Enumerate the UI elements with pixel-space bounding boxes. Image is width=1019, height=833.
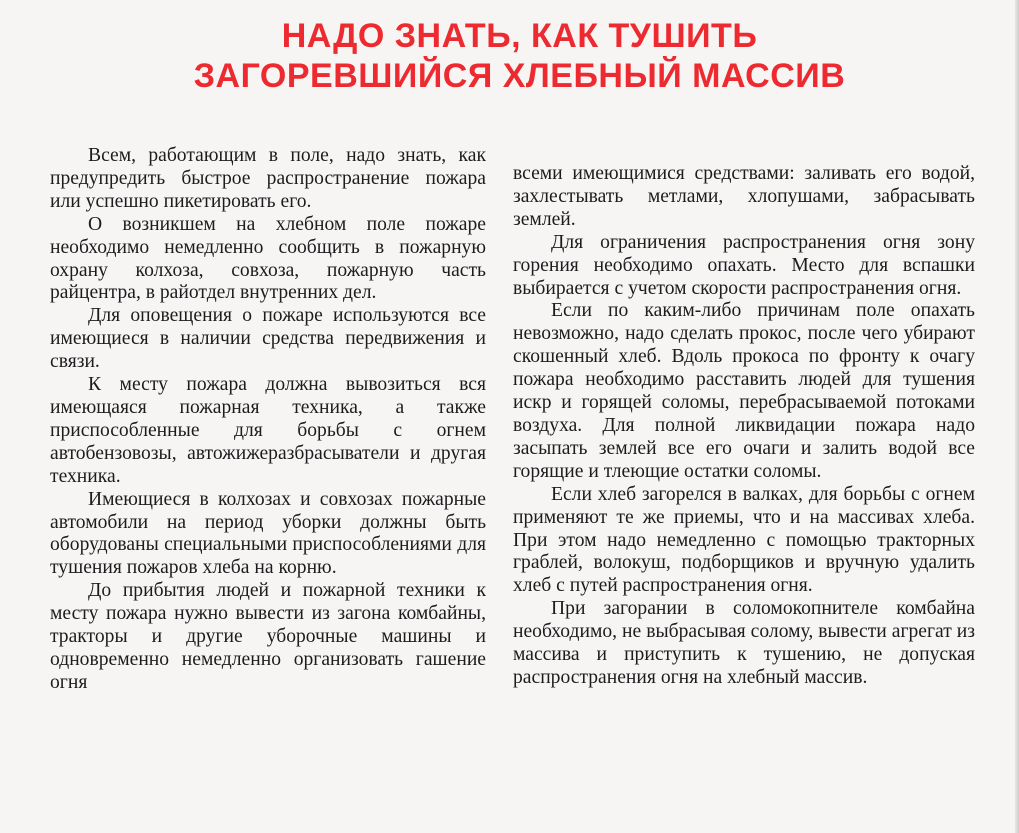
paragraph-straw-collector-fire: При загорании в соломокопнителе комбайна необходимо, не выбрасывая солому, вывести агрегат из массива и приступить к тушению, не допуская распространения огня на хлебный массив. bbox=[513, 598, 975, 688]
paragraph-alert-means: Для оповещения о пожаре используются все имеющиеся в наличии средства передвижения и связи. bbox=[50, 305, 486, 373]
paragraph-plough-zone: Для ограничения распространения огня зону горения необходимо опахать. Место для вспашки выбирается с учетом скорости распространения огня. bbox=[513, 231, 975, 299]
paragraph-evacuate-machines: До прибытия людей и пожарной техники к месту пожара нужно вывести из загона комбайны, тракторы и другие уборочные машины и одновременно немедленно организовать гашение огня bbox=[50, 580, 486, 693]
paragraph-fire-equipment: К месту пожара должна вывозиться вся имеющаяся пожарная техника, а также приспособленные для борьбы с огнем автобензовозы, автожижеразбрасыватели и другая техника. bbox=[50, 374, 486, 487]
left-text-column bbox=[50, 145, 486, 695]
page-title bbox=[0, 16, 1019, 96]
page-title-line-2: ЗАГОРЕВШИЙСЯ ХЛЕБНЫЙ МАССИВ bbox=[193, 57, 846, 95]
right-text-column bbox=[513, 163, 975, 690]
paragraph-swath-fire: Если хлеб загорелся в валках, для борьбы с огнем применяют те же приемы, что и на массивах хлеба. При этом надо немедленно с помощью тракторных граблей, волокуш, подборщиков и вручную удалить хлеб с путей распространения огня. bbox=[513, 483, 975, 597]
page-edge-shadow bbox=[1015, 0, 1019, 833]
paragraph-extinguish-means: всеми имеющимися средствами: заливать его водой, захлестывать метлами, хлопушами, забрасывать землей. bbox=[513, 163, 975, 230]
paragraph-report-intro: Всем, работающим в поле, надо знать, как предупредить быстрое распространение пожара или успешно пикетировать его. bbox=[50, 145, 486, 212]
page-title-line-1: НАДО ЗНАТЬ, КАК ТУШИТЬ bbox=[281, 17, 758, 55]
paragraph-fire-trucks: Имеющиеся в колхозах и совхозах пожарные автомобили на период уборки должны быть оборудованы специальными приспособлениями для тушения пожаров хлеба на корню. bbox=[50, 488, 486, 579]
paragraph-mowing-strip: Если по каким-либо причинам поле опахать невозможно, надо сделать прокос, после чего убирают скошенный хлеб. Вдоль прокоса по фронту к очагу пожара необходимо расставить людей для тушения искр и горящей соломы, перебрасываемой потоками воздуха. Для полной ликвидации пожара надо засыпать землей все его очаги и залить водой все горящие и тлеющие остатки соломы. bbox=[513, 300, 975, 482]
paragraph-notify-fire-service: О возникшем на хлебном поле пожаре необходимо немедленно сообщить в пожарную охрану колхоза, совхоза, пожарную часть райцентра, в райотдел внутренних дел. bbox=[50, 213, 486, 304]
